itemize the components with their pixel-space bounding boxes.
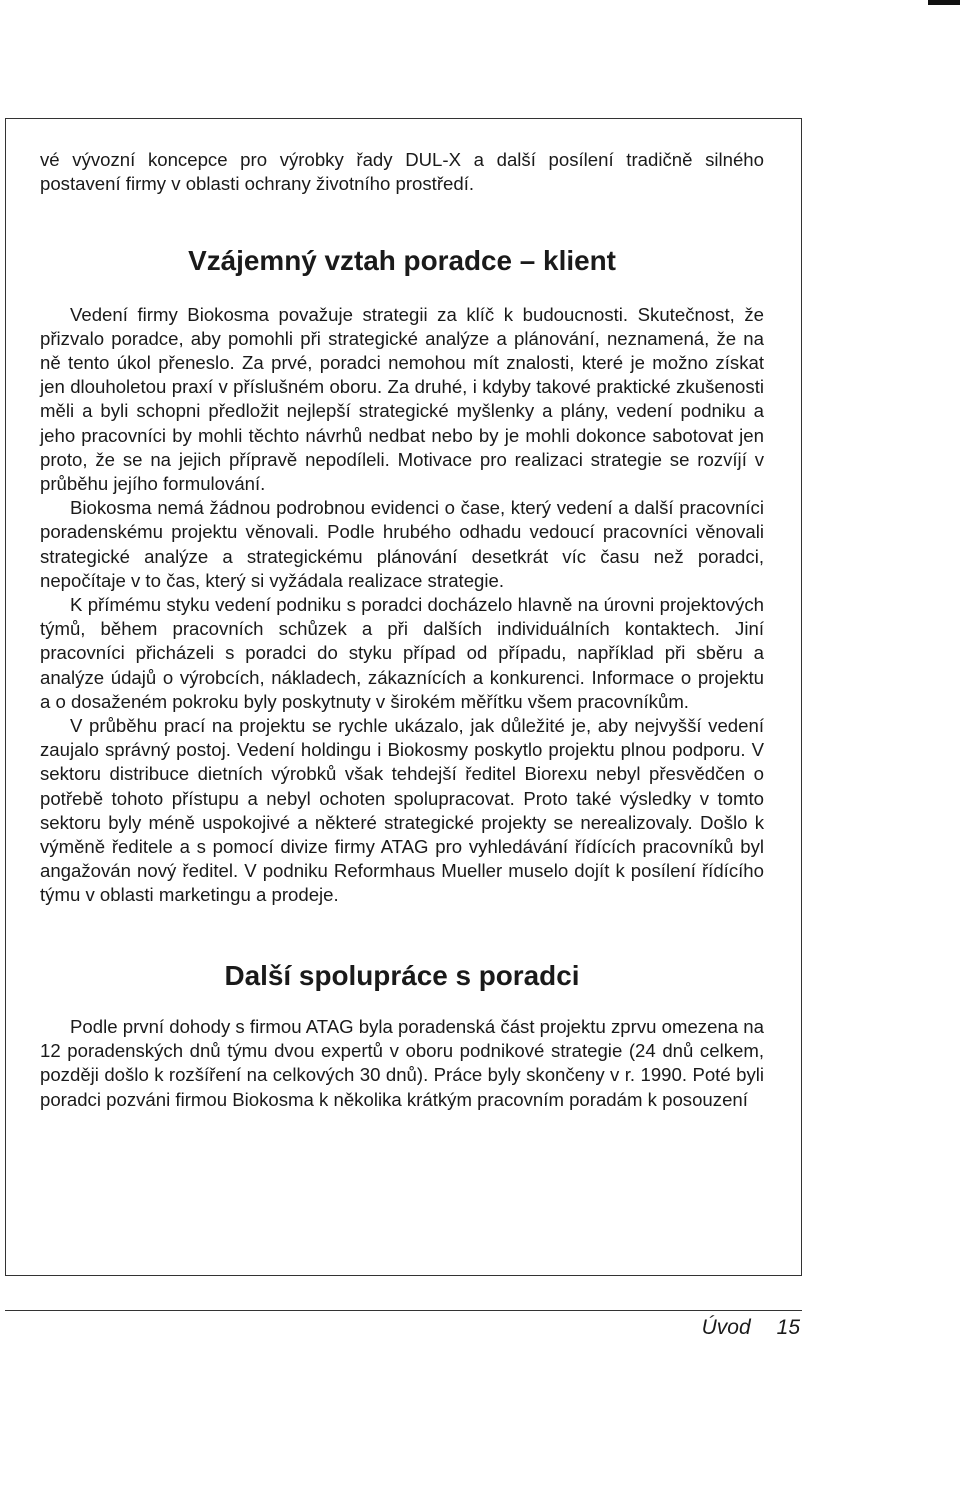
section-heading-further-cooperation: Další spolupráce s poradci	[224, 959, 580, 991]
page-number: 15	[776, 1316, 800, 1339]
body-paragraph: K přímému styku vedení podniku s poradci docházelo hlavně na úrovni projektových týmů, během pracovních schůzek a při dalších individuálních kontaktech. Jiní pracovníci přicházeli s poradci do styku případ od případu, například při sběru a analýze údajů o výrobcích, nákladech, zákaznících a konkurenci. Informace o projektu a o dosaženém pokroku byly poskytnuty v širokém měřítku všem pracovníkům.	[40, 594, 764, 712]
continuation-paragraph: vé vývozní koncepce pro výrobky řady DUL-X a další posílení tradičně silného postavení firmy v oblasti ochrany životního prostředí.	[40, 149, 764, 195]
section-heading-advisor-client: Vzájemný vztah poradce – klient	[188, 245, 616, 277]
body-paragraph: V průběhu prací na projektu se rychle ukázalo, jak důležité je, aby nejvyšší vedení zaujalo správný postoj. Vedení holdingu i Biokosmy poskytlo projektu plnou podporu. V sektoru distribuce dietních výrobků však tehdejší ředitel Biorexu nebyl přesvědčen o potřebě tohoto přístupu a nebyl ochoten spolupracovat. Proto také výsledky v tomto sektoru byly méně uspokojivé a některé strategické projekty se nerealizovaly. Došlo k výměně ředitele a s pomocí divize firmy ATAG pro vyhledávání řídících pracovníků byl angažován nový ředitel. V podniku Reformhaus Mueller muselo dojít k posílení řídícího týmu v oblasti marketingu a prodeje.	[40, 715, 764, 906]
body-paragraph: Biokosma nemá žádnou podrobnou evidenci o čase, který vedení a další pracovníci poradenskému projektu věnovali. Podle hrubého odhadu vedoucí pracovníci věnovali strategické analýze a strategickému plánování desetkrát víc času než poradci, nepočítaje v to čas, který si vyžádala realizace strategie.	[40, 497, 764, 591]
body-paragraph: Vedení firmy Biokosma považuje strategii za klíč k budoucnosti. Skutečnost, že přizvalo poradce, aby pomohli při strategické analýze a plánování, neznamená, že na ně tento úkol přeneslo. Za prvé, poradci nemohou mít znalosti, které je možno získat jen dlouholetou praxí v příslušném oboru. Za druhé, i kdyby takové praktické zkušenosti měli a byli schopni předložit nejlepší strategické myšlenky a plány, vedení podniku a jeho pracovníci by mohli těchto návrhů nedbat nebo by je mohli dokonce sabotovat jen proto, že se na jejich přípravě nepodíleli. Motivace pro realizaci strategie se rozvíjí v průběhu jejího formulování.	[40, 303, 764, 495]
footer-rule	[5, 1310, 802, 1311]
body-paragraph: Podle první dohody s firmou ATAG byla poradenská část projektu zprvu omezena na 12 poradenských dnů týmu dvou expertů v oboru podnikové strategie (24 dnů celkem, později došlo k rozšíření na celkových 30 dnů). Práce byly skončeny v r. 1990. Poté byli poradci pozváni firmou Biokosma k několika krátkým pracovním poradám k posouzení	[40, 1015, 764, 1110]
page-body	[40, 148, 764, 1112]
page-footer	[702, 1316, 800, 1340]
running-title: Úvod	[701, 1316, 751, 1339]
scan-edge-mark	[928, 0, 960, 5]
